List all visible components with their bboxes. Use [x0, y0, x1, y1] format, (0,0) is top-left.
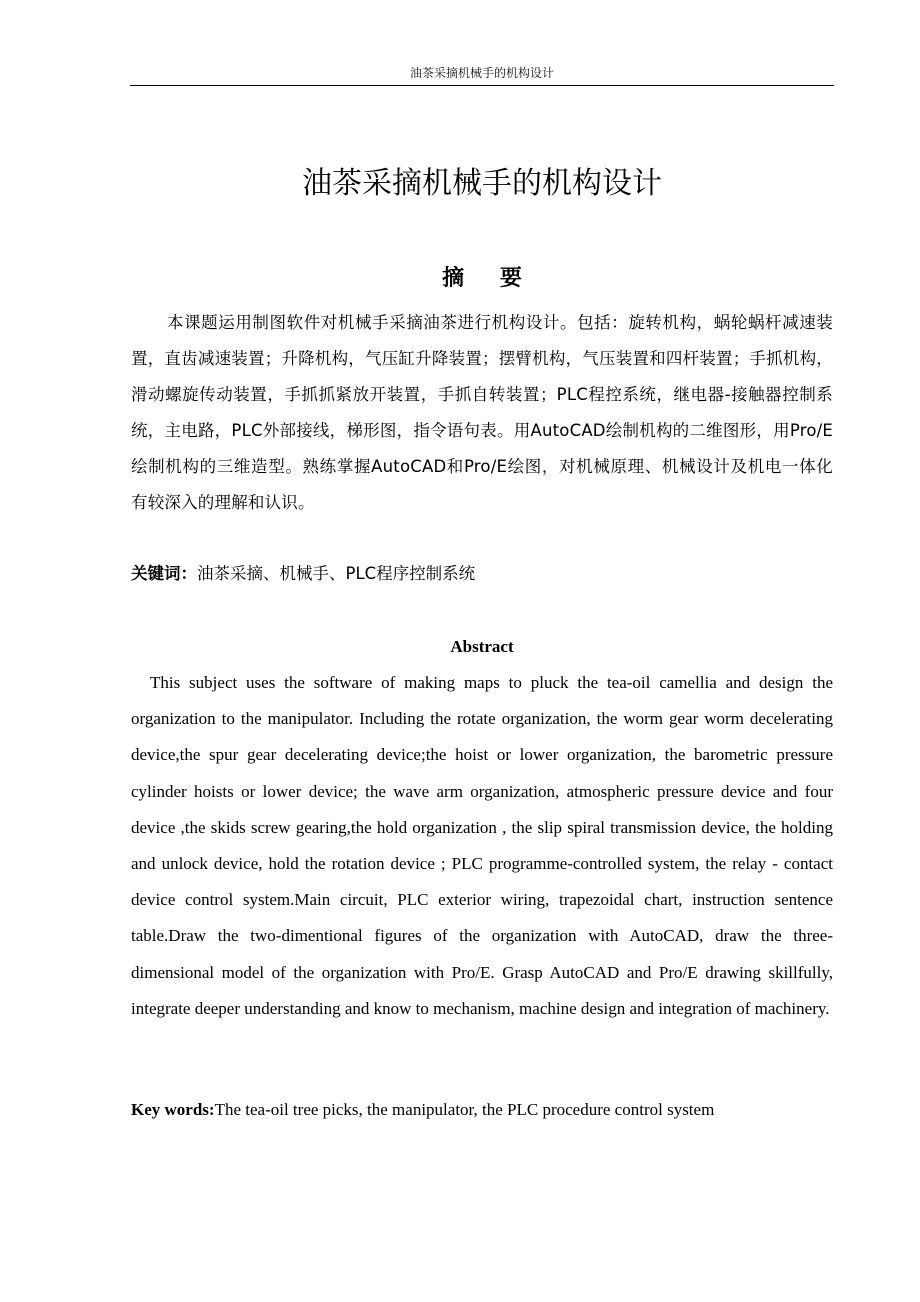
abstract-cn-body: 本课题运用制图软件对机械手采摘油茶进行机构设计。包括：旋转机构，蜗轮蜗杆减速装置，直齿减速装置；升降机构，气压缸升降装置；摆臂机构，气压装置和四杆装置；手抓机构，滑动螺旋传动装置，手抓抓紧放开装置，手抓自转装置；PLC程控系统，继电器-接触器控制系统，主电路，PLC外部接线，梯形图，指令语句表。用AutoCAD绘制机构的二维图形，用Pro/E绘制机构的三维造型。熟练掌握AutoCAD和Pro/E绘图，对机械原理、机械设计及机电一体化有较深入的理解和认识。: [131, 313, 833, 512]
abstract-en-body: This subject uses the software of making maps to pluck the tea-oil camellia and design the organization to the manipulator. Including the rotate organization, the worm gear worm decelerating device,the spur gear decelerating device;the hoist or lower organization, the barometric pressure cylinder hoists or lower device; the wave arm organization, atmospheric pressure device and four device ,the skids screw gearing,the hold organization , the slip spiral transmission device, the holding and unlock device, hold the rotation device ; PLC programme-controlled system, the relay - contact device control system.Main circuit, PLC exterior wiring, trapezoidal chart, instruction sentence table.Draw the two-dimentional figures of the organization with AutoCAD, draw the three-dimensional model of the organization with Pro/E. Grasp AutoCAD and Pro/E drawing skillfully, integrate deeper understanding and know to mechanism, machine design and integration of machinery.: [131, 673, 833, 1018]
keywords-en-text: The tea-oil tree picks, the manipulator, the PLC procedure control system: [214, 1100, 715, 1119]
abstract-cn-heading: 摘 要: [442, 266, 536, 291]
document-title: 油茶采摘机械手的机构设计: [302, 166, 662, 201]
keywords-en-label: Key words:: [131, 1100, 215, 1119]
abstract-en-heading: Abstract: [450, 637, 514, 656]
keywords-cn: [131, 556, 833, 592]
keywords-en: [131, 1094, 833, 1126]
keywords-cn-label: 关键词：: [131, 564, 197, 583]
header-rule: [130, 85, 834, 86]
running-header: 油茶采摘机械手的机构设计: [409, 66, 554, 80]
keywords-cn-text: 油茶采摘、机械手、PLC程序控制系统: [197, 564, 476, 583]
